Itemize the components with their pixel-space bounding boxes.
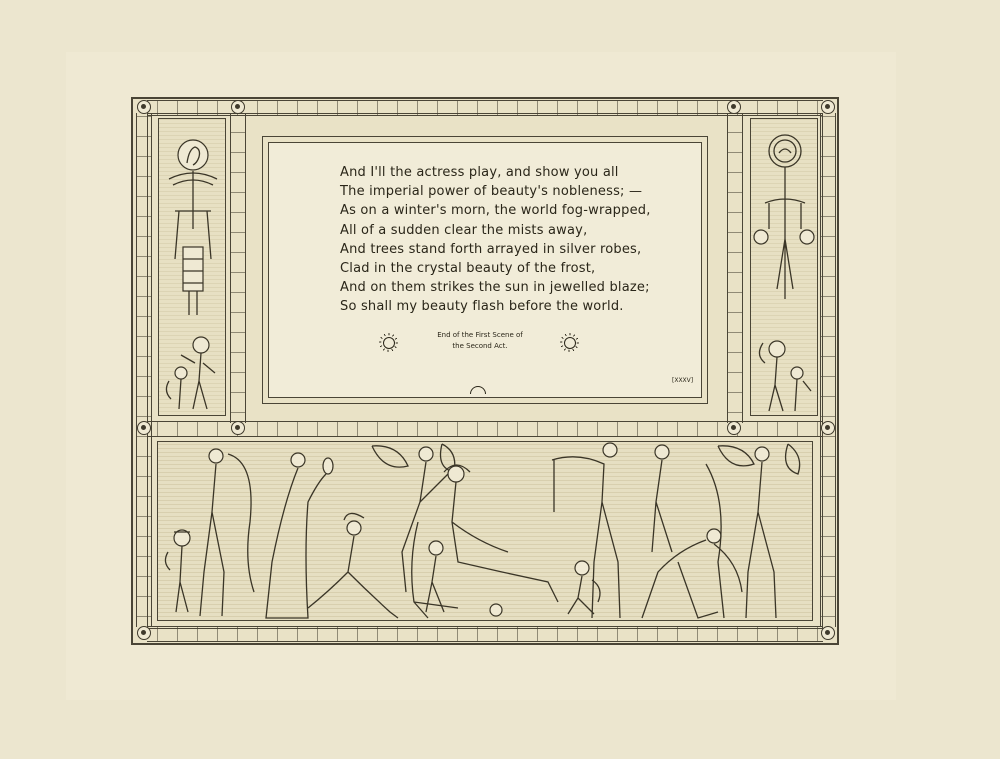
right-outer-band xyxy=(820,113,836,627)
scene-caption xyxy=(425,330,535,352)
cupid-figure xyxy=(165,530,190,612)
poem-line: And on them strikes the sun in jewelled blaze; xyxy=(340,280,650,296)
poem-line: Clad in the crystal beauty of the frost, xyxy=(340,261,596,277)
kneeling-figure xyxy=(642,529,742,618)
left-inner-band xyxy=(230,113,246,423)
seated-figure xyxy=(308,513,398,618)
winged-attendant xyxy=(372,444,455,592)
rosette-icon xyxy=(727,100,741,114)
rosette-icon xyxy=(137,100,151,114)
poem-line: And trees stand forth arrayed in silver robes, xyxy=(340,241,642,257)
child-figure xyxy=(568,561,600,614)
rosette-icon xyxy=(231,100,245,114)
rosette-icon xyxy=(137,626,151,640)
figure-with-necklace xyxy=(552,443,620,618)
winged-figure-right xyxy=(706,444,800,618)
figure-frieze xyxy=(157,441,813,621)
poem-stanza xyxy=(340,163,700,317)
poem-line: All of a sudden clear the mists away, xyxy=(340,222,588,238)
rosette-icon xyxy=(727,421,741,435)
wreath-icon xyxy=(769,135,801,167)
right-inner-band xyxy=(727,113,743,423)
poem-line: As on a winter's morn, the world fog-wrapped, xyxy=(340,203,651,219)
right-ornament-panel xyxy=(750,118,818,416)
poem-line: So shall my beauty flash before the world. xyxy=(340,299,624,315)
rosette-icon xyxy=(137,421,151,435)
scene-caption-line: End of the First Scene of xyxy=(437,331,523,339)
rosette-icon xyxy=(821,100,835,114)
draped-figure xyxy=(200,449,254,616)
top-garland-band xyxy=(147,100,823,116)
standing-figure xyxy=(652,445,672,552)
left-ornament-panel xyxy=(158,118,226,416)
orb xyxy=(490,604,502,616)
middle-garland-band xyxy=(147,421,823,437)
poem-line: And I'll the actress play, and show you all xyxy=(340,165,619,180)
rosette-icon xyxy=(231,421,245,435)
plate-number: [XXXV] xyxy=(672,377,694,384)
scene-caption-line: the Second Act. xyxy=(452,342,508,350)
cherub-figure xyxy=(426,541,444,612)
medallion-icon xyxy=(178,140,208,170)
rosette-icon xyxy=(821,421,835,435)
left-outer-band xyxy=(136,113,152,627)
poem-line: The imperial power of beauty's nobleness; — xyxy=(340,184,643,200)
bottom-garland-band xyxy=(147,626,823,642)
sun-ornament-icon xyxy=(383,337,395,349)
figure-with-mirror xyxy=(266,453,333,618)
rosette-icon xyxy=(821,626,835,640)
sun-ornament-icon xyxy=(564,337,576,349)
